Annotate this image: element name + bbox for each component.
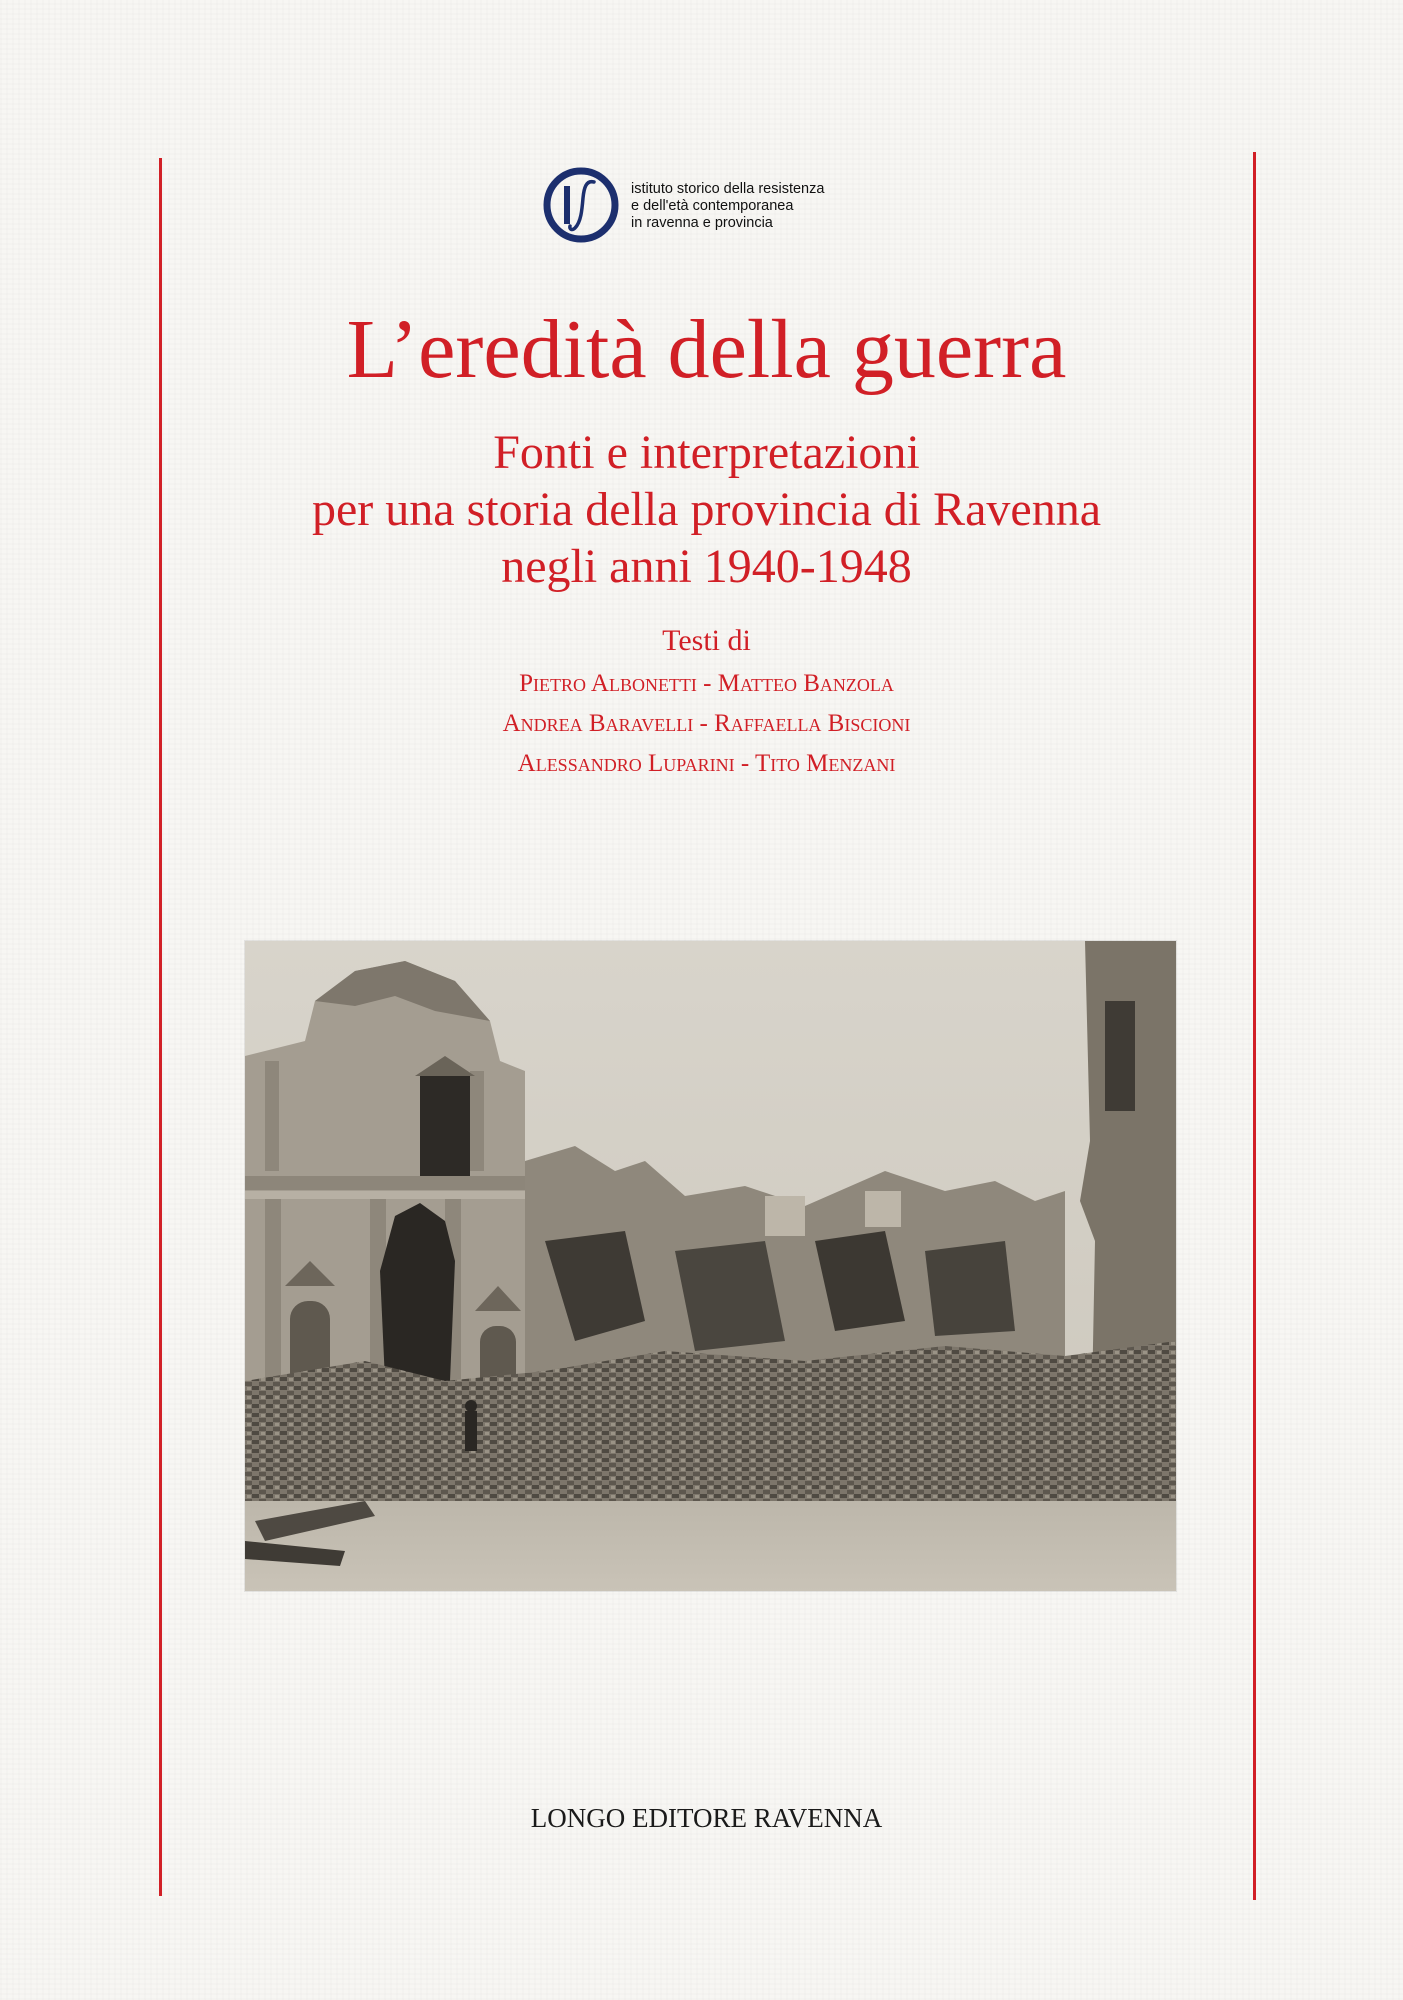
institute-name <box>631 181 824 232</box>
subtitle-line-1: Fonti e interpretazioni <box>493 426 920 479</box>
author-line-3: Alessandro Luparini - Tito Menzani <box>517 750 896 777</box>
istituto-logo-icon <box>542 166 620 244</box>
subtitle-line-3: negli anni 1940-1948 <box>501 540 912 593</box>
right-red-rule <box>1253 152 1256 1900</box>
left-red-rule <box>159 158 162 1896</box>
institute-logo <box>542 166 902 246</box>
author-list <box>160 664 1253 784</box>
institute-name-line-3: in ravenna e provincia <box>631 215 773 231</box>
credits <box>160 622 1253 784</box>
institute-name-line-2: e dell'età contemporanea <box>631 198 794 214</box>
institute-name-line-1: istituto storico della resistenza <box>631 181 825 197</box>
credits-label: Testi di <box>662 624 751 657</box>
publisher-name: LONGO EDITORE RAVENNA <box>530 1803 883 1833</box>
book-subtitle <box>160 424 1253 595</box>
author-line-1: Pietro Albonetti - Matteo Banzola <box>519 670 894 697</box>
book-title: L’eredità della guerra <box>346 303 1067 396</box>
cover-photo <box>245 941 1176 1591</box>
author-line-2: Andrea Baravelli - Raffaella Biscioni <box>502 710 911 737</box>
bombed-church-ruins-photo <box>245 941 1176 1591</box>
subtitle-line-2: per una storia della provincia di Ravenna <box>311 483 1102 536</box>
